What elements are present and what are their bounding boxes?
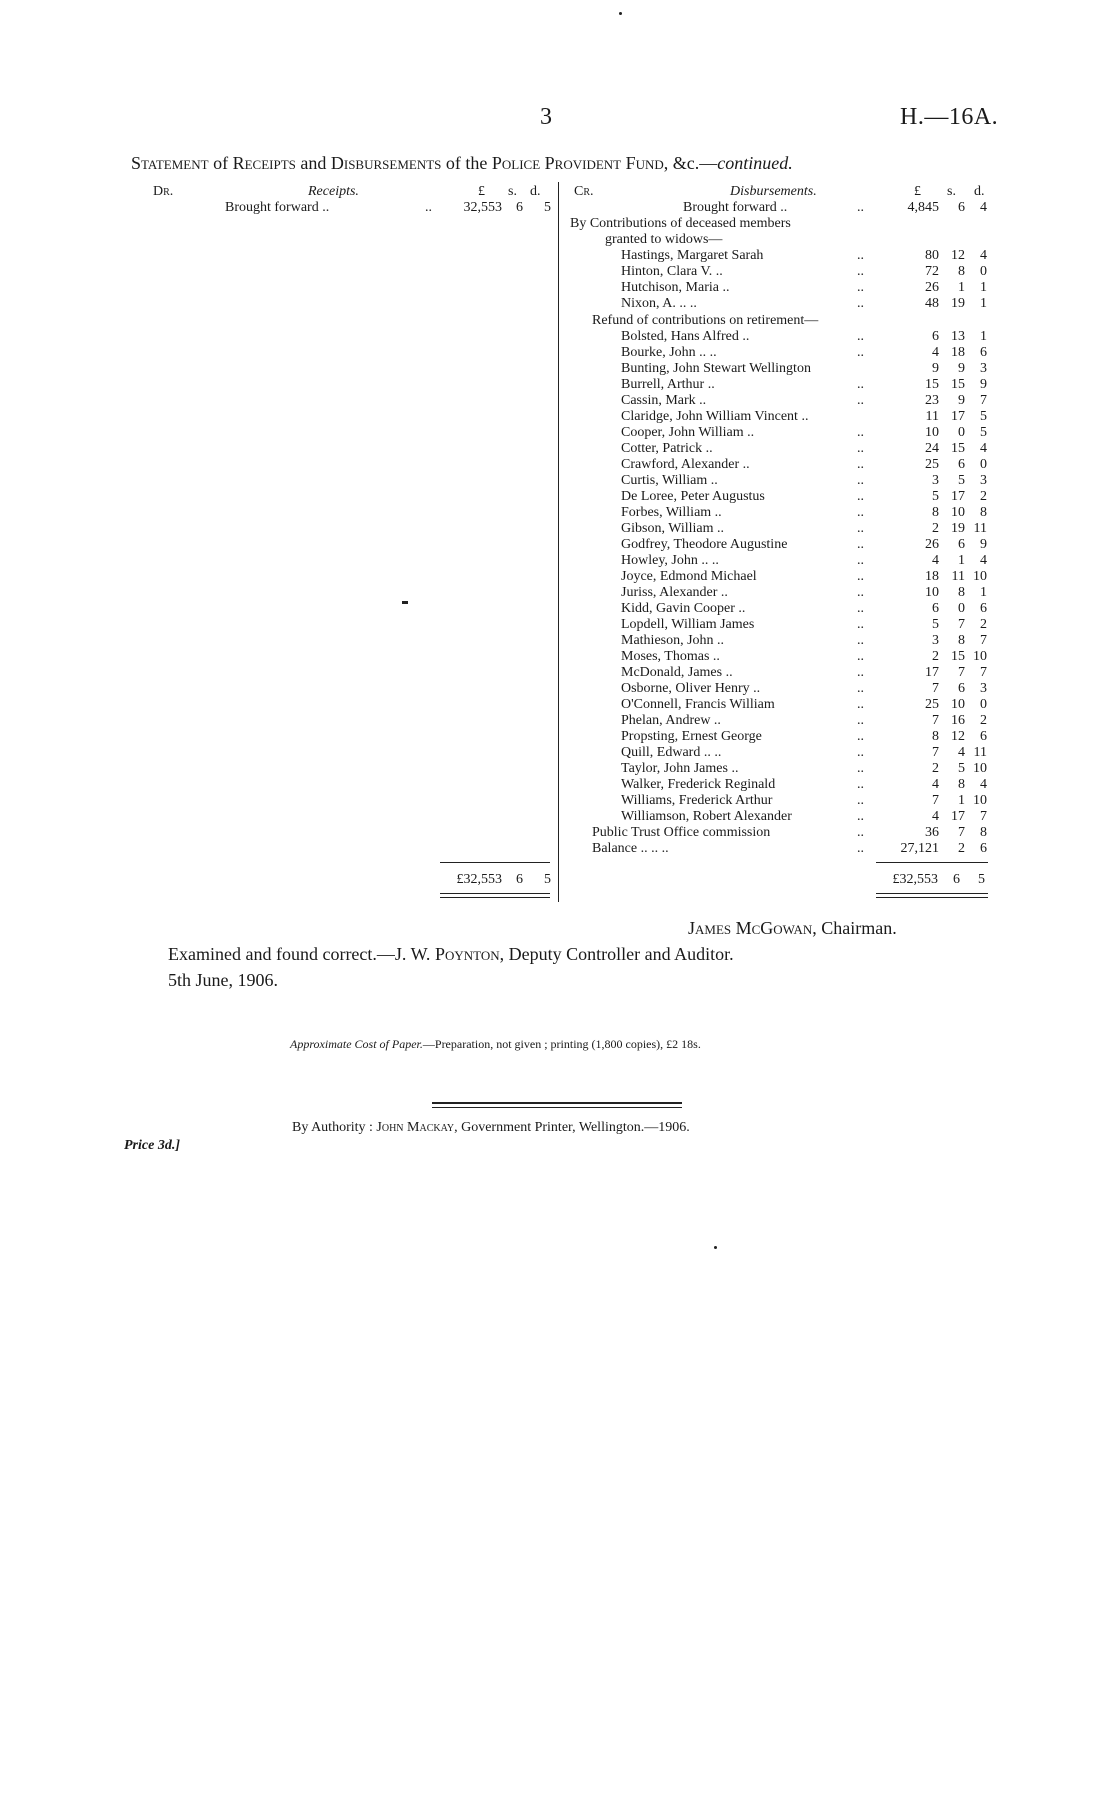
section-contributions-subheading: granted to widows— xyxy=(605,232,723,247)
payee-name: Howley, John .. .. xyxy=(621,553,719,568)
amount-pence: 7 xyxy=(980,393,987,408)
payee-name: Gibson, William .. xyxy=(621,521,725,536)
balance-label: Balance .. .. .. xyxy=(592,841,669,856)
amount-shillings: 17 xyxy=(951,409,965,424)
leader-dots: .. xyxy=(857,729,864,744)
amount-pence: 0 xyxy=(980,457,987,472)
ledger-row xyxy=(621,377,987,393)
payee-name: De Loree, Peter Augustus xyxy=(621,489,765,504)
amount-pence: 10 xyxy=(973,649,987,664)
balance-pence: 6 xyxy=(980,841,987,856)
amount-pence: 4 xyxy=(980,441,987,456)
amount-shillings: 5 xyxy=(958,473,965,488)
leader-dots: .. xyxy=(857,713,864,728)
amount-shillings: 10 xyxy=(951,697,965,712)
amount-pounds: 9 xyxy=(932,361,939,376)
examined-prefix: Examined and found correct.—J. W. xyxy=(168,944,435,964)
speck-mark xyxy=(714,1246,717,1249)
ledger-row xyxy=(621,553,987,569)
ledger-row xyxy=(621,809,987,825)
amount-pounds: 3 xyxy=(932,633,939,648)
leader-dots: .. xyxy=(857,649,864,664)
title-disbursements: Disbursements xyxy=(330,153,442,173)
payee-name: Mathieson, John .. xyxy=(621,633,725,648)
amount-pence: 3 xyxy=(980,681,987,696)
cr-col-pence: d. xyxy=(974,184,985,199)
commission-pounds: 36 xyxy=(925,825,939,840)
cr-col-shillings: s. xyxy=(947,184,956,199)
dr-total-double-rule-1 xyxy=(440,893,550,894)
cr-brought-forward-pence: 4 xyxy=(980,200,987,215)
chairman-signature xyxy=(688,918,897,939)
cr-total-pounds: £32,553 xyxy=(892,872,938,887)
payee-name: Nixon, A. .. .. xyxy=(621,296,697,311)
amount-pounds: 5 xyxy=(932,617,939,632)
amount-shillings: 7 xyxy=(958,665,965,680)
leader-dots: .. xyxy=(857,601,864,616)
payee-name: Williamson, Robert Alexander xyxy=(621,809,792,824)
leader-dots: .. xyxy=(857,521,864,536)
amount-shillings: 8 xyxy=(958,585,965,600)
payee-name: Cassin, Mark .. xyxy=(621,393,707,408)
title-and: and xyxy=(300,153,327,173)
chairman-role: , Chairman. xyxy=(812,918,897,938)
balance-row xyxy=(592,841,987,857)
leader-dots: .. xyxy=(857,777,864,792)
ledger-row xyxy=(621,457,987,473)
ledger-row xyxy=(621,329,987,345)
dr-total-shillings: 6 xyxy=(516,872,523,887)
amount-pence: 9 xyxy=(980,377,987,392)
ledger-row xyxy=(621,585,987,601)
amount-pence: 5 xyxy=(980,425,987,440)
printer-suffix: , Government Printer, Wellington.—1906. xyxy=(454,1120,690,1135)
payee-name: Juriss, Alexander .. xyxy=(621,585,728,600)
amount-pounds: 2 xyxy=(932,521,939,536)
amount-pence: 11 xyxy=(973,745,987,760)
dr-total-rule xyxy=(440,862,550,863)
payee-name: Kidd, Gavin Cooper .. xyxy=(621,601,746,616)
payee-name: McDonald, James .. xyxy=(621,665,733,680)
amount-shillings: 6 xyxy=(958,457,965,472)
amount-shillings: 19 xyxy=(951,521,965,536)
amount-pence: 11 xyxy=(973,521,987,536)
payee-name: Godfrey, Theodore Augustine xyxy=(621,537,788,552)
cr-label: Cr. xyxy=(574,184,594,199)
amount-pence: 6 xyxy=(980,729,987,744)
leader-dots: .. xyxy=(857,809,864,824)
amount-pounds: 48 xyxy=(925,296,939,311)
payee-name: Taylor, John James .. xyxy=(621,761,739,776)
amount-pence: 4 xyxy=(980,553,987,568)
amount-shillings: 9 xyxy=(958,361,965,376)
amount-pence: 2 xyxy=(980,713,987,728)
payee-name: Crawford, Alexander .. xyxy=(621,457,750,472)
balance-dots: .. xyxy=(857,841,864,856)
section-refunds-heading: Refund of contributions on retirement— xyxy=(592,313,819,328)
cr-total-pence: 5 xyxy=(978,872,985,887)
payee-name: Walker, Frederick Reginald xyxy=(621,777,776,792)
ledger-row xyxy=(621,665,987,681)
leader-dots: .. xyxy=(857,585,864,600)
cost-note-label: Approximate Cost of Paper. xyxy=(290,1037,423,1051)
amount-shillings: 8 xyxy=(958,777,965,792)
chairman-name: James McGowan xyxy=(688,918,813,938)
cr-total-shillings: 6 xyxy=(953,872,960,887)
leader-dots: .. xyxy=(857,441,864,456)
amount-pounds: 11 xyxy=(925,409,939,424)
dr-brought-forward-dots: .. xyxy=(425,200,432,215)
amount-pence: 3 xyxy=(980,473,987,488)
amount-shillings: 0 xyxy=(958,425,965,440)
amount-shillings: 11 xyxy=(951,569,965,584)
statement-date: 5th June, 1906. xyxy=(168,970,278,990)
amount-pounds: 26 xyxy=(925,537,939,552)
amount-shillings: 6 xyxy=(958,681,965,696)
amount-shillings: 13 xyxy=(951,329,965,344)
ledger-row xyxy=(621,393,987,409)
ledger-row xyxy=(621,361,987,377)
ledger-row xyxy=(621,425,987,441)
printer-authority xyxy=(292,1120,690,1136)
amount-shillings: 5 xyxy=(958,761,965,776)
amount-pounds: 2 xyxy=(932,761,939,776)
amount-pence: 0 xyxy=(980,697,987,712)
cr-total-double-rule-2 xyxy=(876,897,988,898)
amount-pounds: 6 xyxy=(932,329,939,344)
amount-pence: 7 xyxy=(980,809,987,824)
leader-dots: .. xyxy=(857,681,864,696)
dr-brought-forward-pounds: 32,553 xyxy=(463,200,502,215)
ledger-row xyxy=(621,345,987,361)
title-fund: Police Provident Fund xyxy=(491,153,664,173)
amount-pence: 3 xyxy=(980,361,987,376)
statement-title xyxy=(131,153,991,174)
auditor-signature xyxy=(168,944,734,965)
payee-name: Propsting, Ernest George xyxy=(621,729,762,744)
payee-name: Burrell, Arthur .. xyxy=(621,377,715,392)
leader-dots: .. xyxy=(857,505,864,520)
leader-dots: .. xyxy=(857,489,864,504)
commission-pence: 8 xyxy=(980,825,987,840)
cr-brought-forward-pounds: 4,845 xyxy=(907,200,939,215)
amount-pounds: 7 xyxy=(932,713,939,728)
cr-total-rule xyxy=(876,862,988,863)
ledger-row xyxy=(621,649,987,665)
amount-pence: 1 xyxy=(980,280,987,295)
amount-pence: 5 xyxy=(980,409,987,424)
payee-name: Cotter, Patrick .. xyxy=(621,441,713,456)
amount-shillings: 16 xyxy=(951,713,965,728)
amount-shillings: 17 xyxy=(951,489,965,504)
amount-pence: 10 xyxy=(973,569,987,584)
leader-dots: .. xyxy=(857,345,864,360)
amount-pence: 4 xyxy=(980,777,987,792)
amount-shillings: 18 xyxy=(951,345,965,360)
amount-pence: 7 xyxy=(980,665,987,680)
amount-shillings: 0 xyxy=(958,601,965,616)
leader-dots: .. xyxy=(857,377,864,392)
payee-name: Hastings, Margaret Sarah xyxy=(621,248,764,263)
payee-name: Bolsted, Hans Alfred .. xyxy=(621,329,750,344)
ledger-row xyxy=(621,537,987,553)
auditor-name: Poynton xyxy=(434,944,500,964)
ledger-row xyxy=(621,489,987,505)
payee-name: Phelan, Andrew .. xyxy=(621,713,721,728)
amount-pounds: 4 xyxy=(932,777,939,792)
amount-pounds: 18 xyxy=(925,569,939,584)
amount-pence: 6 xyxy=(980,345,987,360)
ledger-row xyxy=(621,793,987,809)
amount-pounds: 4 xyxy=(932,553,939,568)
ledger-row xyxy=(621,441,987,457)
amount-pence: 8 xyxy=(980,505,987,520)
amount-pence: 7 xyxy=(980,633,987,648)
leader-dots: .. xyxy=(857,280,864,295)
amount-shillings: 1 xyxy=(958,553,965,568)
title-statement: Statement xyxy=(131,153,209,173)
leader-dots: .. xyxy=(857,697,864,712)
speck-mark xyxy=(402,601,408,604)
amount-pence: 9 xyxy=(980,537,987,552)
leader-dots: .. xyxy=(857,425,864,440)
amount-pounds: 3 xyxy=(932,473,939,488)
printer-name: John Mackay xyxy=(376,1120,455,1135)
cost-note-text: —Preparation, not given ; printing (1,800 copies), £2 18s. xyxy=(422,1037,701,1051)
disbursements-heading: Disbursements. xyxy=(730,184,817,199)
auditor-role: , Deputy Controller and Auditor. xyxy=(499,944,734,964)
payee-name: Moses, Thomas .. xyxy=(621,649,720,664)
dr-brought-forward-shillings: 6 xyxy=(516,200,523,215)
amount-pounds: 10 xyxy=(925,425,939,440)
amount-pounds: 4 xyxy=(932,809,939,824)
ledger-row xyxy=(621,409,987,425)
dr-total-double-rule-2 xyxy=(440,897,550,898)
ledger-row xyxy=(621,601,987,617)
amount-pounds: 25 xyxy=(925,697,939,712)
leader-dots: .. xyxy=(857,761,864,776)
leader-dots: .. xyxy=(857,473,864,488)
payee-name: Lopdell, William James xyxy=(621,617,755,632)
cr-total-double-rule-1 xyxy=(876,893,988,894)
leader-dots: .. xyxy=(857,665,864,680)
amount-pence: 0 xyxy=(980,264,987,279)
price-label: Price 3d.] xyxy=(124,1138,180,1153)
amount-pounds: 15 xyxy=(925,377,939,392)
commission-dots: .. xyxy=(857,825,864,840)
balance-shillings: 2 xyxy=(958,841,965,856)
dr-total-pence: 5 xyxy=(544,872,551,887)
page-number: 3 xyxy=(540,104,552,130)
ledger-row xyxy=(621,569,987,585)
ledger-row xyxy=(621,473,987,489)
amount-shillings: 15 xyxy=(951,377,965,392)
amount-pounds: 4 xyxy=(932,345,939,360)
amount-pounds: 6 xyxy=(932,601,939,616)
section-contributions-heading: By Contributions of deceased members xyxy=(570,216,791,231)
amount-shillings: 8 xyxy=(958,633,965,648)
amount-pounds: 25 xyxy=(925,457,939,472)
amount-shillings: 1 xyxy=(958,793,965,808)
payee-name: Joyce, Edmond Michael xyxy=(621,569,757,584)
amount-shillings: 15 xyxy=(951,649,965,664)
ledger-row xyxy=(621,296,987,312)
ledger-row xyxy=(621,777,987,793)
cr-brought-forward-shillings: 6 xyxy=(958,200,965,215)
payee-name: Bunting, John Stewart Wellington xyxy=(621,361,811,376)
leader-dots: .. xyxy=(857,393,864,408)
cr-col-pounds: £ xyxy=(914,184,921,199)
ledger-row xyxy=(621,697,987,713)
amount-pounds: 5 xyxy=(932,489,939,504)
footer-rule-1 xyxy=(432,1102,682,1104)
payee-name: Cooper, John William .. xyxy=(621,425,755,440)
title-receipts: Receipts xyxy=(232,153,296,173)
payee-name: Forbes, William .. xyxy=(621,505,722,520)
commission-row xyxy=(592,825,987,841)
ledger-row xyxy=(621,681,987,697)
amount-shillings: 8 xyxy=(958,264,965,279)
ledger-row xyxy=(621,633,987,649)
amount-pounds: 10 xyxy=(925,585,939,600)
ledger-row xyxy=(621,264,987,280)
document-reference: H.—16A. xyxy=(900,104,999,130)
amount-shillings: 9 xyxy=(958,393,965,408)
amount-shillings: 12 xyxy=(951,729,965,744)
leader-dots: .. xyxy=(857,745,864,760)
balance-pounds: 27,121 xyxy=(900,841,939,856)
leader-dots: .. xyxy=(857,553,864,568)
payee-name: Claridge, John William Vincent .. xyxy=(621,409,809,424)
payee-name: Bourke, John .. .. xyxy=(621,345,717,360)
cost-note xyxy=(290,1037,701,1052)
ledger-row xyxy=(621,521,987,537)
amount-shillings: 1 xyxy=(958,280,965,295)
dr-brought-forward-label: Brought forward .. xyxy=(225,200,330,215)
dr-total-pounds: £32,553 xyxy=(456,872,502,887)
ledger-row xyxy=(621,729,987,745)
commission-shillings: 7 xyxy=(958,825,965,840)
amount-pounds: 72 xyxy=(925,264,939,279)
payee-name: Quill, Edward .. .. xyxy=(621,745,722,760)
payee-name: O'Connell, Francis William xyxy=(621,697,775,712)
ledger-row xyxy=(621,745,987,761)
ledger-row xyxy=(621,761,987,777)
payee-name: Hinton, Clara V. .. xyxy=(621,264,723,279)
dr-label: Dr. xyxy=(153,184,174,199)
column-divider xyxy=(558,182,559,902)
dr-col-pounds: £ xyxy=(478,184,485,199)
leader-dots: .. xyxy=(857,617,864,632)
amount-shillings: 19 xyxy=(951,296,965,311)
amount-pounds: 26 xyxy=(925,280,939,295)
ledger-row xyxy=(621,280,987,296)
leader-dots: .. xyxy=(857,793,864,808)
title-of: of xyxy=(213,153,229,173)
leader-dots: .. xyxy=(857,264,864,279)
amount-pounds: 80 xyxy=(925,248,939,263)
title-suffix: , &c.— xyxy=(663,153,718,173)
speck-mark xyxy=(619,12,622,15)
amount-pence: 6 xyxy=(980,601,987,616)
amount-pounds: 23 xyxy=(925,393,939,408)
amount-pence: 1 xyxy=(980,329,987,344)
leader-dots: .. xyxy=(857,457,864,472)
leader-dots: .. xyxy=(857,569,864,584)
payee-name: Osborne, Oliver Henry .. xyxy=(621,681,761,696)
dr-brought-forward-pence: 5 xyxy=(544,200,551,215)
dr-col-pence: d. xyxy=(530,184,541,199)
ledger-row xyxy=(621,248,987,264)
amount-pence: 2 xyxy=(980,617,987,632)
payee-name: Williams, Frederick Arthur xyxy=(621,793,773,808)
cr-brought-forward-dots: .. xyxy=(857,200,864,215)
amount-pounds: 8 xyxy=(932,505,939,520)
authority-prefix: By Authority : xyxy=(292,1120,373,1135)
cr-brought-forward-row xyxy=(621,200,987,216)
receipts-heading: Receipts. xyxy=(308,184,359,199)
ledger-row xyxy=(621,713,987,729)
ledger-row xyxy=(621,617,987,633)
dr-col-shillings: s. xyxy=(508,184,517,199)
amount-shillings: 4 xyxy=(958,745,965,760)
cr-brought-forward-label: Brought forward .. xyxy=(683,200,788,215)
amount-shillings: 15 xyxy=(951,441,965,456)
amount-shillings: 10 xyxy=(951,505,965,520)
payee-name: Hutchison, Maria .. xyxy=(621,280,730,295)
amount-shillings: 7 xyxy=(958,617,965,632)
leader-dots: .. xyxy=(857,633,864,648)
amount-pence: 10 xyxy=(973,761,987,776)
leader-dots: .. xyxy=(857,248,864,263)
title-continued: continued. xyxy=(717,153,793,173)
amount-pence: 4 xyxy=(980,248,987,263)
title-of-the: of the xyxy=(445,153,488,173)
amount-pounds: 7 xyxy=(932,681,939,696)
leader-dots: .. xyxy=(857,329,864,344)
leader-dots: .. xyxy=(857,537,864,552)
amount-shillings: 6 xyxy=(958,537,965,552)
amount-shillings: 17 xyxy=(951,809,965,824)
amount-pounds: 24 xyxy=(925,441,939,456)
amount-pounds: 8 xyxy=(932,729,939,744)
payee-name: Curtis, William .. xyxy=(621,473,718,488)
ledger-row xyxy=(621,505,987,521)
amount-pounds: 7 xyxy=(932,793,939,808)
amount-pence: 10 xyxy=(973,793,987,808)
leader-dots: .. xyxy=(857,296,864,311)
commission-label: Public Trust Office commission xyxy=(592,825,771,840)
amount-pence: 1 xyxy=(980,296,987,311)
amount-pounds: 7 xyxy=(932,745,939,760)
amount-pence: 2 xyxy=(980,489,987,504)
amount-pounds: 17 xyxy=(925,665,939,680)
amount-pence: 1 xyxy=(980,585,987,600)
amount-pounds: 2 xyxy=(932,649,939,664)
amount-shillings: 12 xyxy=(951,248,965,263)
footer-rule-2 xyxy=(432,1107,682,1108)
